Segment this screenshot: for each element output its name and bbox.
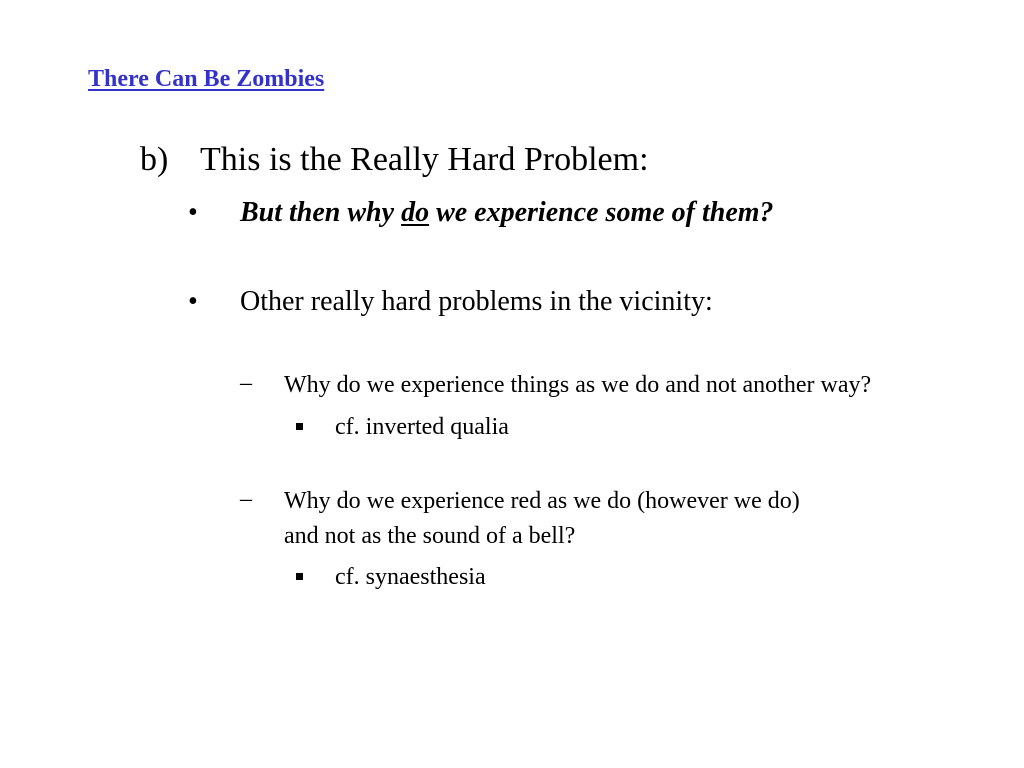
sub-1-marker: – (240, 370, 252, 396)
sub-1-point-text: cf. inverted qualia (335, 414, 509, 440)
sub-2-point-square-icon (296, 573, 303, 580)
bullet-1-text-after: we experience some of them? (429, 197, 774, 228)
sub-1-text: Why do we experience things as we do and not another way? (284, 372, 872, 398)
sub-2-line-1: Why do we experience red as we do (however we do) (284, 488, 800, 514)
bullet-2-text: Other really hard problems in the vicinity: (240, 286, 713, 317)
heading-marker: b) (140, 141, 169, 178)
bullet-1-marker: • (188, 197, 198, 228)
bullet-2-marker: • (188, 286, 198, 317)
sub-2-point-text: cf. synaesthesia (335, 564, 486, 590)
bullet-1-text (240, 197, 774, 229)
bullet-1-emphasis: do (401, 197, 430, 228)
sub-2-marker: – (240, 486, 252, 512)
sub-2-line-2: and not as the sound of a bell? (284, 523, 576, 549)
heading-text: This is the Really Hard Problem: (200, 141, 649, 178)
slide-title-link[interactable]: There Can Be Zombies (88, 66, 325, 92)
bullet-1-text-before: But then why (240, 197, 402, 228)
sub-1-point-square-icon (296, 423, 303, 430)
